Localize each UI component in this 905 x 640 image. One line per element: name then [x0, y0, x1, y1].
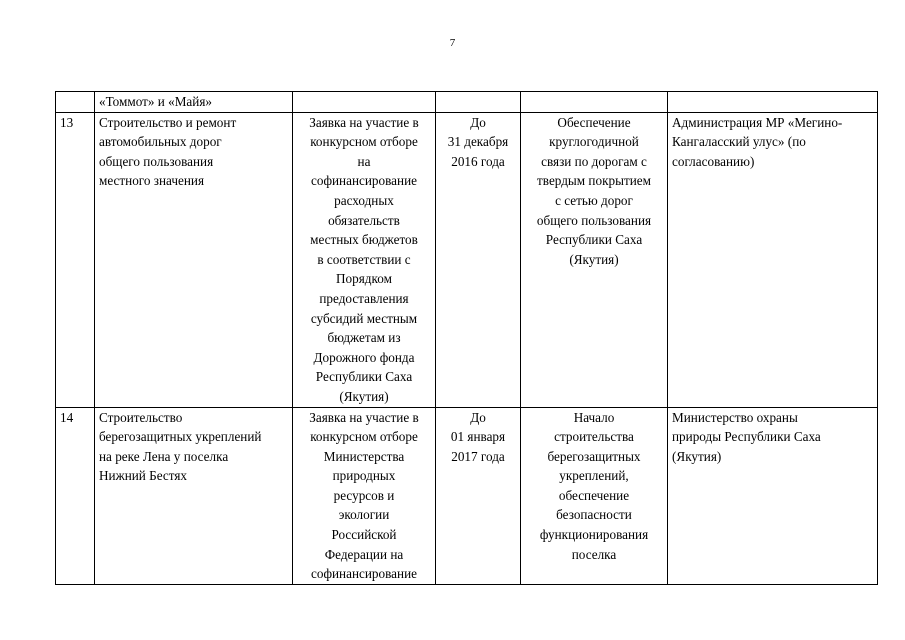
table-row [56, 112, 878, 407]
measure-name-cell: Строительство и ремонт автомобильных дорог общего пользования местного значения [95, 112, 293, 407]
measures-table [55, 91, 878, 585]
measure-name-cell: Строительство берегозащитных укреплений на реке Лена у поселка Нижний Бестях [95, 407, 293, 584]
result-cell [521, 92, 668, 113]
page-number: 7 [449, 37, 456, 49]
row-number-cell: 14 [56, 407, 95, 584]
row-number-cell [56, 92, 95, 113]
table-row [56, 92, 878, 113]
responsible-cell: Администрация МР «Мегино- Кангаласский улус» (по согласованию) [668, 112, 878, 407]
mechanism-cell [293, 92, 436, 113]
deadline-cell: До 31 декабря 2016 года [436, 112, 521, 407]
result-cell: Обеспечение круглогодичной связи по дорогам с твердым покрытием с сетью дорог общего пользования Республики Саха (Якутия) [521, 112, 668, 407]
table-row [56, 407, 878, 584]
responsible-cell [668, 92, 878, 113]
responsible-cell: Министерство охраны природы Республики Саха (Якутия) [668, 407, 878, 584]
measure-name-cell: «Томмот» и «Майя» [95, 92, 293, 113]
deadline-cell [436, 92, 521, 113]
deadline-cell: До 01 января 2017 года [436, 407, 521, 584]
mechanism-cell: Заявка на участие в конкурсном отборе Министерства природных ресурсов и экологии Российской Федерации на софинансирование [293, 407, 436, 584]
result-cell: Начало строительства берегозащитных укреплений, обеспечение безопасности функционирования поселка [521, 407, 668, 584]
row-number-cell: 13 [56, 112, 95, 407]
mechanism-cell: Заявка на участие в конкурсном отборе на софинансирование расходных обязательств местных бюджетов в соответствии с Порядком предоставления субсидий местным бюджетам из Дорожного фонда Республики Саха (Якутия) [293, 112, 436, 407]
